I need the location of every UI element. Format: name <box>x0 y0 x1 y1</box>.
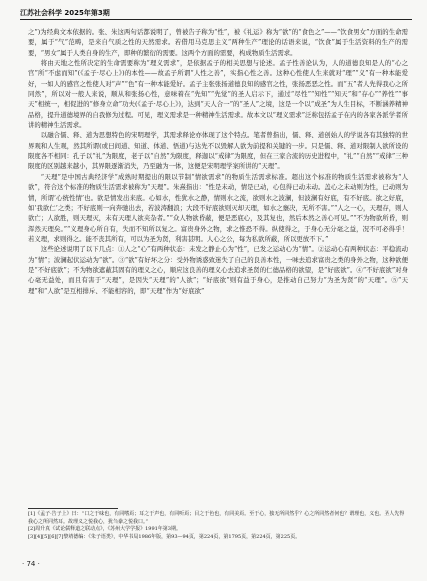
footnote: [1]《孟子·告子上》曰：“口之于味也，有同嗜焉；耳之于声也，有同听焉；目之于色也，有同美焉。至于心，独无所同然乎？心之所同然者何也？谓理也，义也。圣人先得我心之所同然耳。故理义之悦我心，犹刍豢之悦我口。” <box>28 511 405 525</box>
footnote-rule <box>28 508 118 509</box>
journal-header: 江苏社会科学 2025年第3期 <box>20 9 110 17</box>
header-rule <box>20 19 412 20</box>
article-body <box>28 27 408 296</box>
body-paragraph: 这些论述说明了以下几点：①人之“心”有两种状态：未发之静止心为“性”，已发之运动心为“情”。②运动心有两种状态：平稳流动为“情”；波澜起伏运动为“欲”。③“欲”有好坏之分：受外物诱惑致迷失了自己的良善本性，一味去追求富贵之类的身外之物，这种欲便是“不好底欲”；不为物欲遮蔽其固有的理义之心，顺应这良善的理义心去追求圣贤的仁德品格的欲望，是“好底欲”。④“不好底欲”对身心毫无益处，而且有害于“天理”，是因失“天理”的“人欲”；“好底欲”则有益于身心，是推动自己努力“为圣为贤”的“天理”。⑤“天理”和“人欲”是互相排斥、不能相容的，即“天理”作为“好底欲” <box>28 245 408 295</box>
footnote: [3][4][5][6][7]黎靖德编：《朱子语类》，中华书局1986年版，第93—94页，第224页，第1795页，第224页，第225页。 <box>28 533 301 540</box>
footnotes <box>28 511 408 541</box>
body-paragraph: “天理”是中国古典经济学“成熟时期提出的限以节制“情欲需求”的物质生活需求标准。超出这个标准的物质生活需求被称为“人欲”，符合这个标准的物质生活需求被称为“天理”。朱熹指出：“性是未动，情是已动，心包得已动未动。盖心之未动则为性，已动则为情，所谓‘心统性情’也。欲是情发出来底。心如水，性犹水之静，情则水之流，欲则水之波澜，但波澜有好底，有不好底。欲之好底，如‘我欲仁’之类；不好底则一向奔驰出去，若波涛翻浪；大段不好底欲则灭却天理，如水之壅决，无所不害。”“人之一心，天理存，则人欲亡；人欲胜，则天理灭，未有天理人欲夹杂者。”“众人物欲昏蔽，便是恶底心，及其复也，然后本然之善心可见。”“不为物欲所昏，则浑然天理矣。”“义理身心所自有，失而不知所以复之。富贵身外之物，求之惟恐不得。纵使得之，于身心无分毫之益，况不可必得乎！若义理，求则得之。能不丧其所有，可以为圣为贤，利害甚明。人心之公，每为私欲所蔽，所以更放不下。” <box>28 172 408 243</box>
body-paragraph: 之”)为经典文本依据的。张、朱这两句话都说明了，曾被告子称为“性”，被《礼运》称为“欲”的“食色之”——“饮食男女”方面的生命需要，属于“气”范畴，是来自气质之性的天然需求。若借用马克思主义“两种生产”理论的话语来说，“饮食”属于生活资料的生产的需要，“男女”属于人类自身的生产，即种的繁衍的需要。这两个方面的需要，构成物质生活需求。 <box>28 28 408 57</box>
body-paragraph: 以融合儒、释、道为思想特色的宋明理学，其需求释论亦体现了这个特点。笔者曾指出，儒、释、道创始人的学说各有其独特的世界观和人生观，然其所谓(或曰间道、知道、体道、悟道)与达先不以毁解人欲为前提和关键的一步。只是儒、释、道对限制人欲所设的限度各不相同：孔子以“礼”为限度，老子以“自然”为限度，释迦以“戒律”为限度，但在三家合流的历史进程中，“礼”“自然”“戒律”三种限度的区别越来越小，其界限逐渐消失，乃至融为一体，这便是宋明理学案所讲的“天理”。 <box>28 131 408 171</box>
body-paragraph: 将由天地之性所决定的生命需要称为“理义需求”，是依据孟子的相关思想与论述。孟子性善论认为，人的道德良知是人的“心之官”所“不虑而知”(《孟子·尽心上》)的本性——故孟子所谓“人性之善”，实指心性之善。这种心性使人生来就对“理”“义”有一种本能爱好，一如人的感官之性使人对“声”“色”有一种本能爱好。孟子主张张扬道德良知的感官之性，张扬恶恶之性。而“五”者人先得我心之所同然”，所以对一般人来说，顺从和张扬心性，意味着在“先知”“先觉”的圣人启示下，通过“尽性”“知性”“知天”和“存心”“养性”“事天”相统一，相促进的“修身立命”功夫(《孟子·尽心上》)，达到“天人合一”的“圣人”之境，这是一个以“成圣”为人生目标，不断涵养精神品格，提升道德境界的自我修为过程。可见，理义需求是一种精神生活需求。故本文以“理义需求”泛称包括孟子在内的各家各派学者所讲的精神生活需求。 <box>28 59 408 130</box>
footnote: [2]周升真《试论儒释道之联动点》，《苏州大学学报》1991年第3期。 <box>28 526 181 533</box>
page-number: · 74 · <box>22 560 40 568</box>
